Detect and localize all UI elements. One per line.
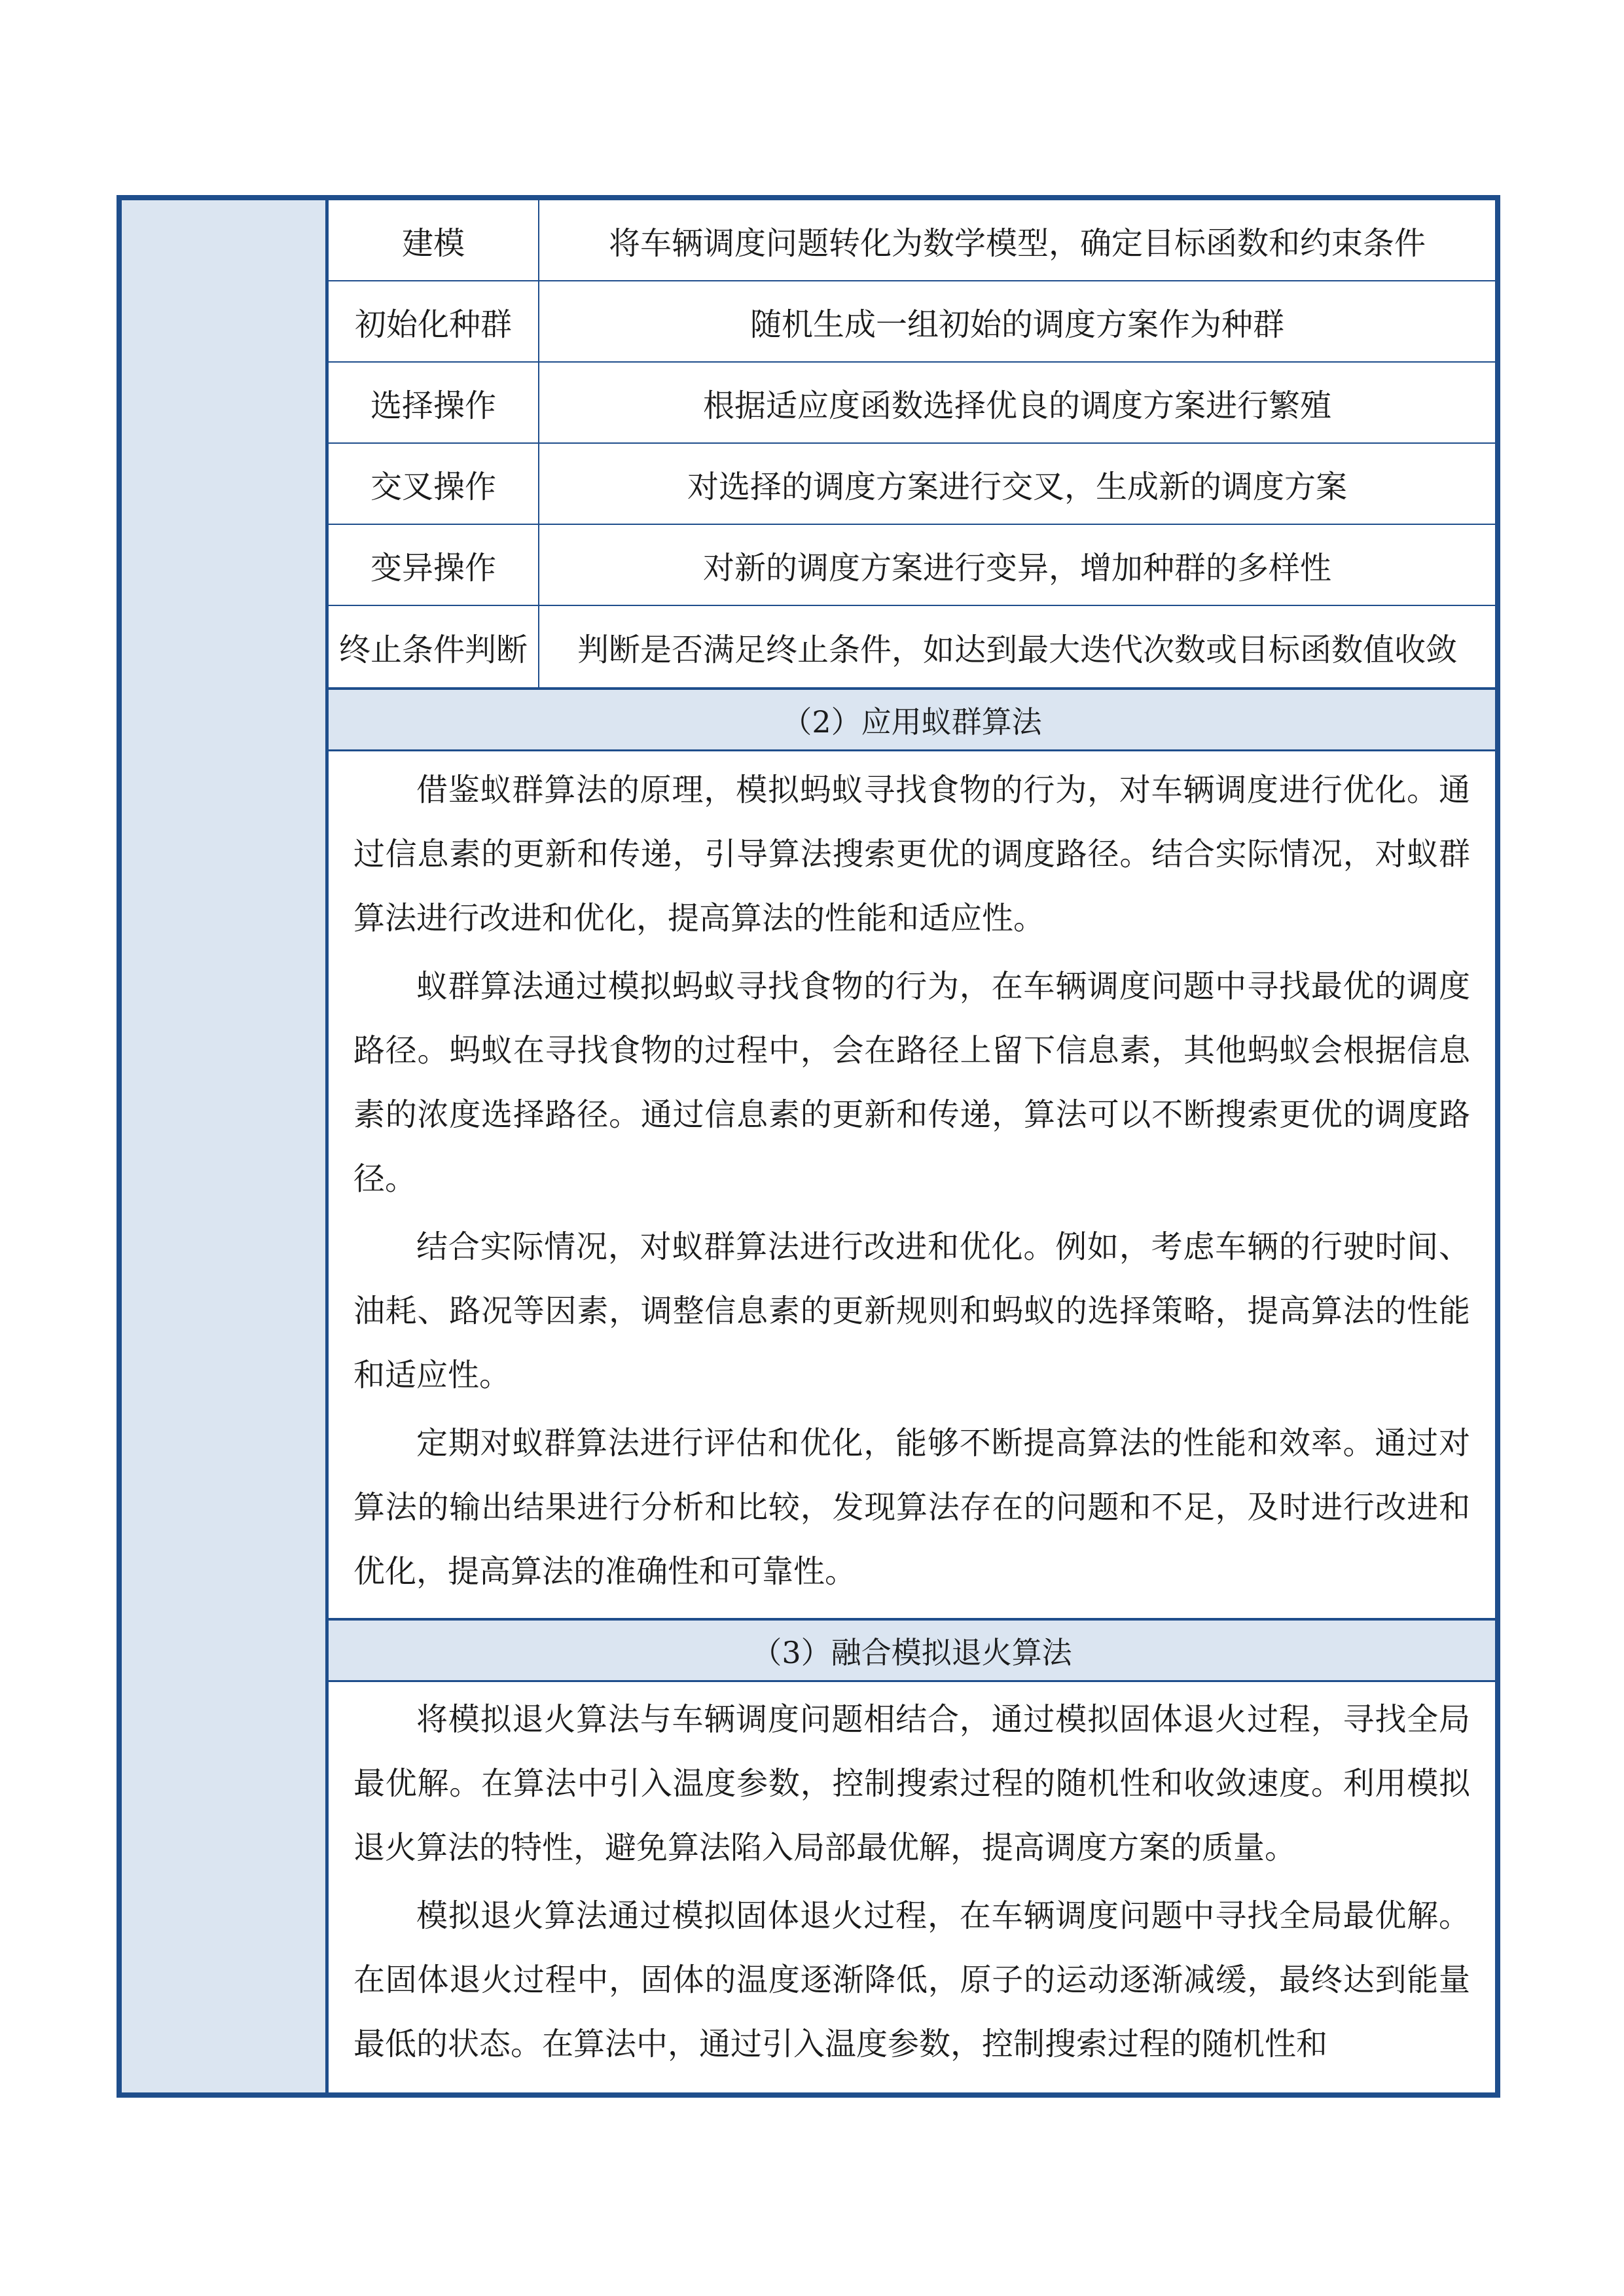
step-name: 选择操作	[329, 363, 539, 442]
paragraph: 定期对蚁群算法进行评估和优化，能够不断提高算法的性能和效率。通过对算法的输出结果进行分析和比较，发现算法存在的问题和不足，及时进行改进和优化，提高算法的准确性和可靠性。	[353, 1425, 1470, 1590]
step-description: 对新的调度方案进行变异，增加种群的多样性	[702, 549, 1331, 586]
step-name: 交叉操作	[329, 444, 539, 524]
step-name: 变异操作	[329, 525, 539, 605]
step-name: 初始化种群	[329, 281, 539, 361]
step-description: 判断是否满足终止条件，如达到最大迭代次数或目标函数值收敛	[577, 631, 1457, 668]
step-description: 将车辆调度问题转化为数学模型，确定目标函数和约束条件	[608, 224, 1426, 262]
section-header-ant-colony: （2）应用蚁群算法	[329, 687, 1495, 751]
step-name: 终止条件判断	[329, 606, 539, 687]
table-row	[329, 363, 1495, 444]
table-row	[329, 200, 1495, 281]
section-body-ant-colony	[329, 758, 1495, 1607]
content-column	[329, 200, 1495, 2092]
section-header-simulated-annealing: （3）融合模拟退火算法	[329, 1618, 1495, 1682]
paragraph: 结合实际情况，对蚁群算法进行改进和优化。例如，考虑车辆的行驶时间、油耗、路况等因素，调整信息素的更新规则和蚂蚁的选择策略，提高算法的性能和适应性。	[353, 1229, 1470, 1393]
paragraph: 蚁群算法通过模拟蚂蚁寻找食物的行为，在车辆调度问题中寻找最优的调度路径。蚂蚁在寻找食物的过程中，会在路径上留下信息素，其他蚂蚁会根据信息素的浓度选择路径。通过信息素的更新和传递，算法可以不断搜索更优的调度路径。	[353, 968, 1470, 1197]
paragraph: 模拟退火算法通过模拟固体退火过程，在车辆调度问题中寻找全局最优解。在固体退火过程中，固体的温度逐渐降低，原子的运动逐渐减缓，最终达到能量最低的状态。在算法中，通过引入温度参数，控制搜索过程的随机性和	[353, 1897, 1470, 2062]
step-name: 建模	[329, 200, 539, 280]
table-row	[329, 281, 1495, 363]
paragraph: 将模拟退火算法与车辆调度问题相结合，通过模拟固体退火过程，寻找全局最优解。在算法中引入温度参数，控制搜索过程的随机性和收敛速度。利用模拟退火算法的特性，避免算法陷入局部最优解，提高调度方案的质量。	[353, 1701, 1470, 1866]
document-table-frame	[117, 195, 1500, 2098]
table-row	[329, 444, 1495, 525]
step-description: 对选择的调度方案进行交叉，生成新的调度方案	[687, 468, 1347, 505]
table-row	[329, 525, 1495, 606]
step-description: 根据适应度函数选择优良的调度方案进行繁殖	[702, 387, 1331, 424]
paragraph: 借鉴蚁群算法的原理，模拟蚂蚁寻找食物的行为，对车辆调度进行优化。通过信息素的更新和传递，引导算法搜索更优的调度路径。结合实际情况，对蚁群算法进行改进和优化，提高算法的性能和适应性。	[353, 772, 1470, 937]
step-description: 随机生成一组初始的调度方案作为种群	[749, 306, 1284, 343]
section-body-simulated-annealing	[329, 1687, 1495, 2080]
table-row	[329, 606, 1495, 687]
left-label-column	[122, 200, 329, 2092]
